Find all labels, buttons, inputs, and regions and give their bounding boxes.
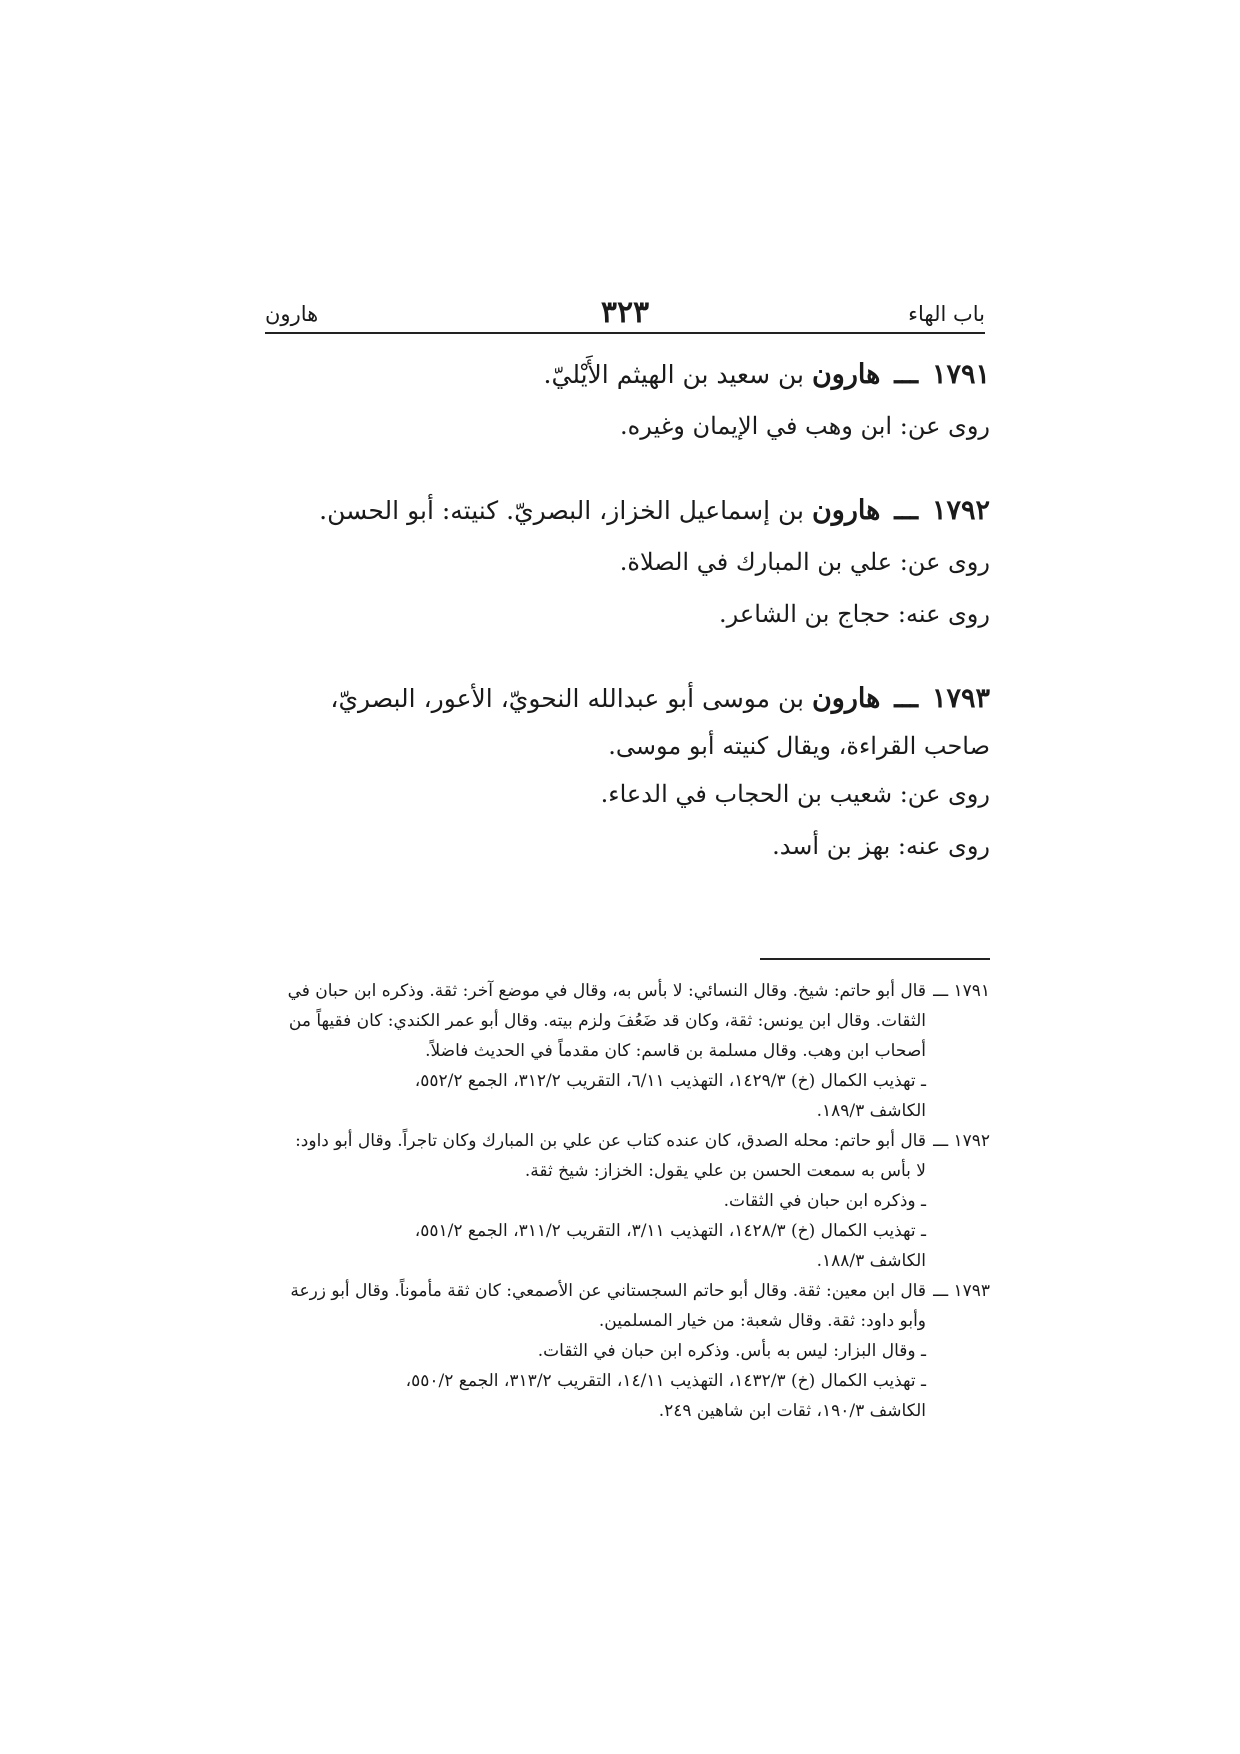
footnote [250,1276,990,1426]
entries-section [260,350,990,906]
biography-entry [260,486,990,640]
entry-number: ١٧٩٢ [931,495,990,526]
footnote-line: ـ تهذيب الكمال (خ) ١٤٣٢/٣، التهذيب ١٤/١١، التقريب ٣١٣/٢، الجمع ٥٥٠/٢، [405,1371,926,1391]
entry-name: هارون [811,495,881,526]
narration-line: روى عن: ابن وهب في الإيمان وغيره. [620,412,990,440]
footnote-line: الثقات. وقال ابن يونس: ثقة، وكان قد ضَعُفَ ولزم بيته. وقال أبو عمر الكندي: كان فقيهاً من [288,1011,926,1031]
entry-name: هارون [811,359,881,390]
entry-heading [260,674,990,724]
footnote-line: ـ وذكره ابن حبان في الثقات. [723,1191,926,1211]
footnote-line: الكاشف ١٨٨/٣. [816,1251,926,1271]
entry-heading [260,350,990,400]
footnote [250,1126,990,1276]
narration-line: روى عنه: حجاج بن الشاعر. [719,600,990,628]
footnote-separator [760,958,990,960]
footnote-line: قال ابن معين: ثقة. وقال أبو حاتم السجستاني عن الأصمعي: كان ثقة مأموناً. وقال أبو زرعة [290,1281,926,1301]
running-title: هارون [265,302,319,326]
footnote-line: وأبو داود: ثقة. وقال شعبة: من خيار المسلمين. [598,1311,926,1331]
footnote-line: ـ تهذيب الكمال (خ) ١٤٢٨/٣، التهذيب ٣/١١، التقريب ٣١١/٢، الجمع ٥٥١/٢، [414,1221,926,1241]
narration-line: روى عنه: بهز بن أسد. [772,832,990,860]
footnote [250,976,990,1126]
entry-detail: بن إسماعيل الخزاز، البصريّ. كنيته: أبو الحسن. [319,496,805,525]
footnote-line: الكاشف ١٨٩/٣. [816,1101,926,1121]
entry-detail: بن موسى أبو عبدالله النحويّ، الأعور، البصريّ، [330,684,805,713]
footnote-line: أصحاب ابن وهب. وقال مسلمة بن قاسم: كان مقدماً في الحديث فاضلاً. [425,1041,926,1061]
footnote-label: ١٧٩٢ ـــ [933,1131,990,1151]
footnote-line: قال أبو حاتم: محله الصدق، كان عنده كتاب عن علي بن المبارك وكان تاجراً. وقال أبو داود: [295,1131,926,1151]
narration-line: روى عن: شعيب بن الحجاب في الدعاء. [600,780,990,808]
page-number: ٣٢٣ [600,295,650,330]
chapter-title: باب الهاء [908,302,985,326]
entry-number: ١٧٩٣ [931,683,990,714]
footnote-line: ـ وقال البزار: ليس به بأس. وذكره ابن حبان في الثقات. [537,1341,926,1361]
biography-entry [260,674,990,872]
footnote-label: ١٧٩١ ـــ [933,981,990,1001]
footnote-label: ١٧٩٣ ـــ [933,1281,990,1301]
entry-continuation: صاحب القراءة، ويقال كنيته أبو موسى. [608,732,990,760]
entry-detail: بن سعيد بن الهيثم الأَيْليّ. [543,360,805,389]
footnote-line: قال أبو حاتم: شيخ. وقال النسائي: لا بأس به، وقال في موضع آخر: ثقة. وذكره ابن حبان في [287,981,926,1001]
entry-heading [260,486,990,536]
entry-dash: ـــ [894,495,919,526]
footnote-line: ـ تهذيب الكمال (خ) ١٤٢٩/٣، التهذيب ٦/١١، التقريب ٣١٢/٢، الجمع ٥٥٢/٢، [414,1071,926,1091]
footnote-line: لا بأس به سمعت الحسن بن علي يقول: الخزاز: شيخ ثقة. [524,1161,926,1181]
biography-entry [260,350,990,452]
entry-dash: ـــ [894,359,919,390]
entry-name: هارون [811,683,881,714]
entry-dash: ـــ [894,683,919,714]
entry-number: ١٧٩١ [931,359,990,390]
narration-line: روى عن: علي بن المبارك في الصلاة. [619,548,990,576]
footnotes-section [250,976,990,1426]
footnote-line: الكاشف ١٩٠/٣، ثقات ابن شاهين ٢٤٩. [658,1401,926,1421]
running-header [265,292,985,334]
